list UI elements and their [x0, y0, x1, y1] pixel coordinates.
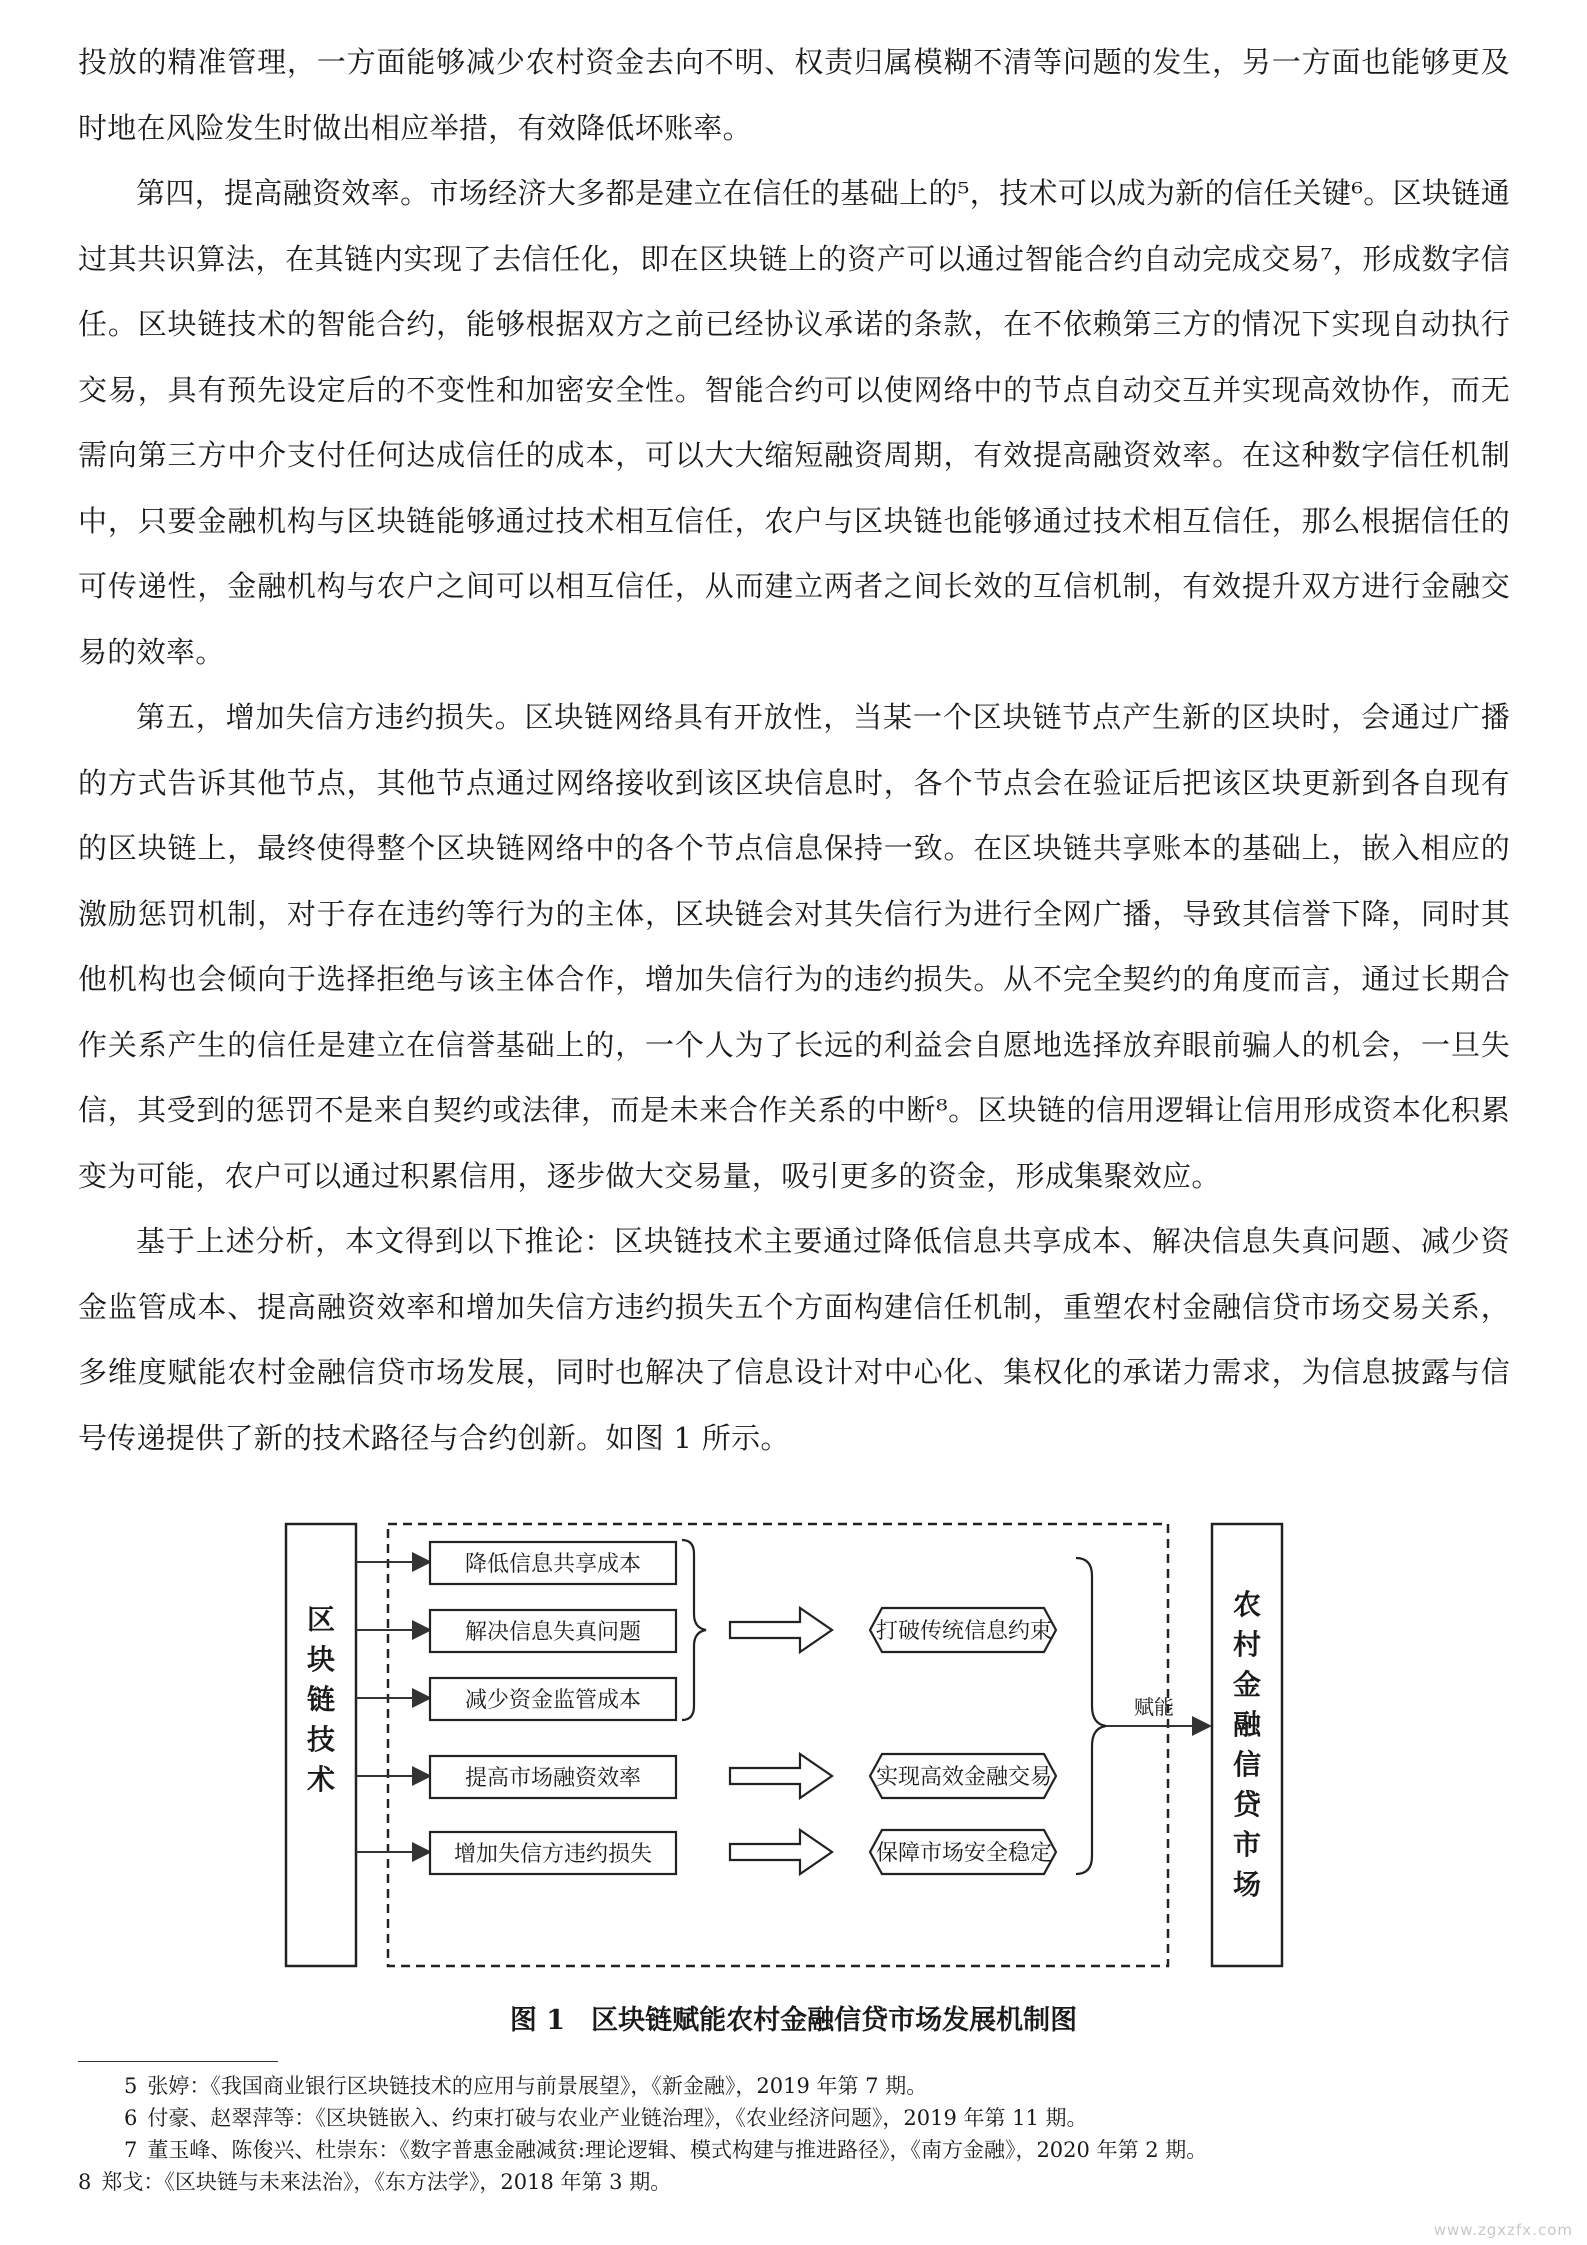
- footnote-mark: 7: [124, 2138, 138, 2162]
- footnote: [78, 2102, 1510, 2134]
- footnote-mark: 5: [124, 2074, 138, 2098]
- vertical-char: 块: [306, 1643, 336, 1677]
- vertical-char: 技: [306, 1723, 336, 1757]
- outcome-label: 打破传统信息约束: [875, 1619, 1053, 1644]
- diagram-svg: [280, 1518, 1290, 1978]
- mechanism-label: 提高市场融资效率: [464, 1766, 642, 1791]
- mechanism-label: 增加失信方违约损失: [453, 1842, 653, 1867]
- body-text: [78, 30, 1510, 1471]
- footnote: [78, 2166, 1510, 2198]
- vertical-char: 链: [306, 1683, 336, 1717]
- footnote: [78, 2134, 1510, 2166]
- figure-number: 图 1: [509, 2005, 566, 2036]
- paragraph: 第五，增加失信方违约损失。区块链网络具有开放性，当某一个区块链节点产生新的区块时，会通过广播的方式告诉其他节点，其他节点通过网络接收到该区块信息时，各个节点会在验证后把该区块更新到各自现有的区块链上，最终使得整个区块链网络中的各个节点信息保持一致。在区块链共享账本的基础上，嵌入相应的激励惩罚机制，对于存在违约等行为的主体，区块链会对其失信行为进行全网广播，导致其信誉下降，同时其他机构也会倾向于选择拒绝与该主体合作，增加失信行为的违约损失。从不完全契约的角度而言，通过长期合作关系产生的信任是建立在信誉基础上的，一个人为了长远的利益会自愿地选择放弃眼前骗人的机会，一旦失信，其受到的惩罚不是来自契约或法律，而是未来合作关系的中断⁸。区块链的信用逻辑让信用形成资本化积累变为可能，农户可以通过积累信用，逐步做大交易量，吸引更多的资金，形成集聚效应。: [78, 700, 1510, 1193]
- vertical-char: 贷: [1232, 1788, 1262, 1822]
- market-label: [1233, 1588, 1262, 1901]
- vertical-char: 金: [1232, 1668, 1262, 1702]
- paragraph: 投放的精准管理，一方面能够减少农村资金去向不明、权责归属模糊不清等问题的发生，另一方面也能够更及时地在风险发生时做出相应举措，有效降低坏账率。: [78, 45, 1510, 145]
- footnote-text: 付豪、赵翠萍等：《区块链嵌入、约束打破与农业产业链治理》，《农业经济问题》，2019 年第 11 期。: [147, 2106, 1088, 2130]
- outcome-label: 保障市场安全稳定: [875, 1841, 1053, 1866]
- block-arrow: [730, 1754, 832, 1798]
- empower-label: 赋能: [1134, 1695, 1174, 1719]
- footnote-mark: 8: [78, 2170, 92, 2194]
- vertical-char: 农: [1232, 1588, 1262, 1622]
- figure-caption: [0, 1998, 1587, 2037]
- footnote-mark: 6: [124, 2106, 138, 2130]
- mechanism-label: 减少资金监管成本: [464, 1688, 642, 1713]
- brace: [1076, 1558, 1106, 1874]
- footnote-text: 郑戈：《区块链与未来法治》，《东方法学》，2018 年第 3 期。: [101, 2170, 672, 2194]
- mechanism-label: 解决信息失真问题: [464, 1620, 642, 1645]
- vertical-char: 融: [1232, 1708, 1262, 1742]
- paragraph: 第四，提高融资效率。市场经济大多都是建立在信任的基础上的⁵，技术可以成为新的信任关键⁶。区块链通过其共识算法，在其链内实现了去信任化，即在区块链上的资产可以通过智能合约自动完成交易⁷，形成数字信任。区块链技术的智能合约，能够根据双方之前已经协议承诺的条款，在不依赖第三方的情况下实现自动执行交易，具有预先设定后的不变性和加密安全性。智能合约可以使网络中的节点自动交互并实现高效协作，而无需向第三方中介支付任何达成信任的成本，可以大大缩短融资周期，有效提高融资效率。在这种数字信任机制中，只要金融机构与区块链能够通过技术相互信任，农户与区块链也能够通过技术相互信任，那么根据信任的可传递性，金融机构与农户之间可以相互信任，从而建立两者之间长效的互信机制，有效提升双方进行金融交易的效率。: [78, 176, 1510, 669]
- vertical-char: 区: [306, 1603, 336, 1637]
- mechanism-frame: [388, 1524, 1168, 1966]
- blockchain-label: [306, 1603, 335, 1796]
- footnote-rule: [78, 2061, 278, 2062]
- vertical-char: 市: [1232, 1828, 1262, 1862]
- footnote: [78, 2070, 1510, 2102]
- block-arrow: [730, 1830, 832, 1874]
- paragraph: 基于上述分析，本文得到以下推论：区块链技术主要通过降低信息共享成本、解决信息失真问题、减少资金监管成本、提高融资效率和增加失信方违约损失五个方面构建信任机制，重塑农村金融信贷市场交易关系，多维度赋能农村金融信贷市场发展，同时也解决了信息设计对中心化、集权化的承诺力需求，为信息披露与信号传递提供了新的技术路径与合约创新。如图 1 所示。: [78, 1224, 1510, 1455]
- outcome-label: 实现高效金融交易: [875, 1765, 1053, 1790]
- footnotes: [78, 2070, 1510, 2198]
- vertical-char: 术: [306, 1763, 336, 1797]
- block-arrow: [730, 1608, 832, 1652]
- vertical-char: 信: [1232, 1748, 1262, 1782]
- figure-title: 区块链赋能农村金融信贷市场发展机制图: [591, 2005, 1078, 2036]
- watermark: www.zgxzfx.com: [1433, 2221, 1573, 2239]
- footnote-text: 张婷：《我国商业银行区块链技术的应用与前景展望》，《新金融》，2019 年第 7 期。: [147, 2074, 928, 2098]
- footnote-text: 董玉峰、陈俊兴、杜崇东：《数字普惠金融减贫:理论逻辑、模式构建与推进路径》，《南方金融》，2020 年第 2 期。: [147, 2138, 1208, 2162]
- mechanism-diagram: [280, 1518, 1290, 1978]
- brace: [682, 1540, 706, 1720]
- vertical-char: 场: [1232, 1868, 1262, 1902]
- mechanism-label: 降低信息共享成本: [464, 1552, 642, 1577]
- vertical-char: 村: [1232, 1628, 1262, 1662]
